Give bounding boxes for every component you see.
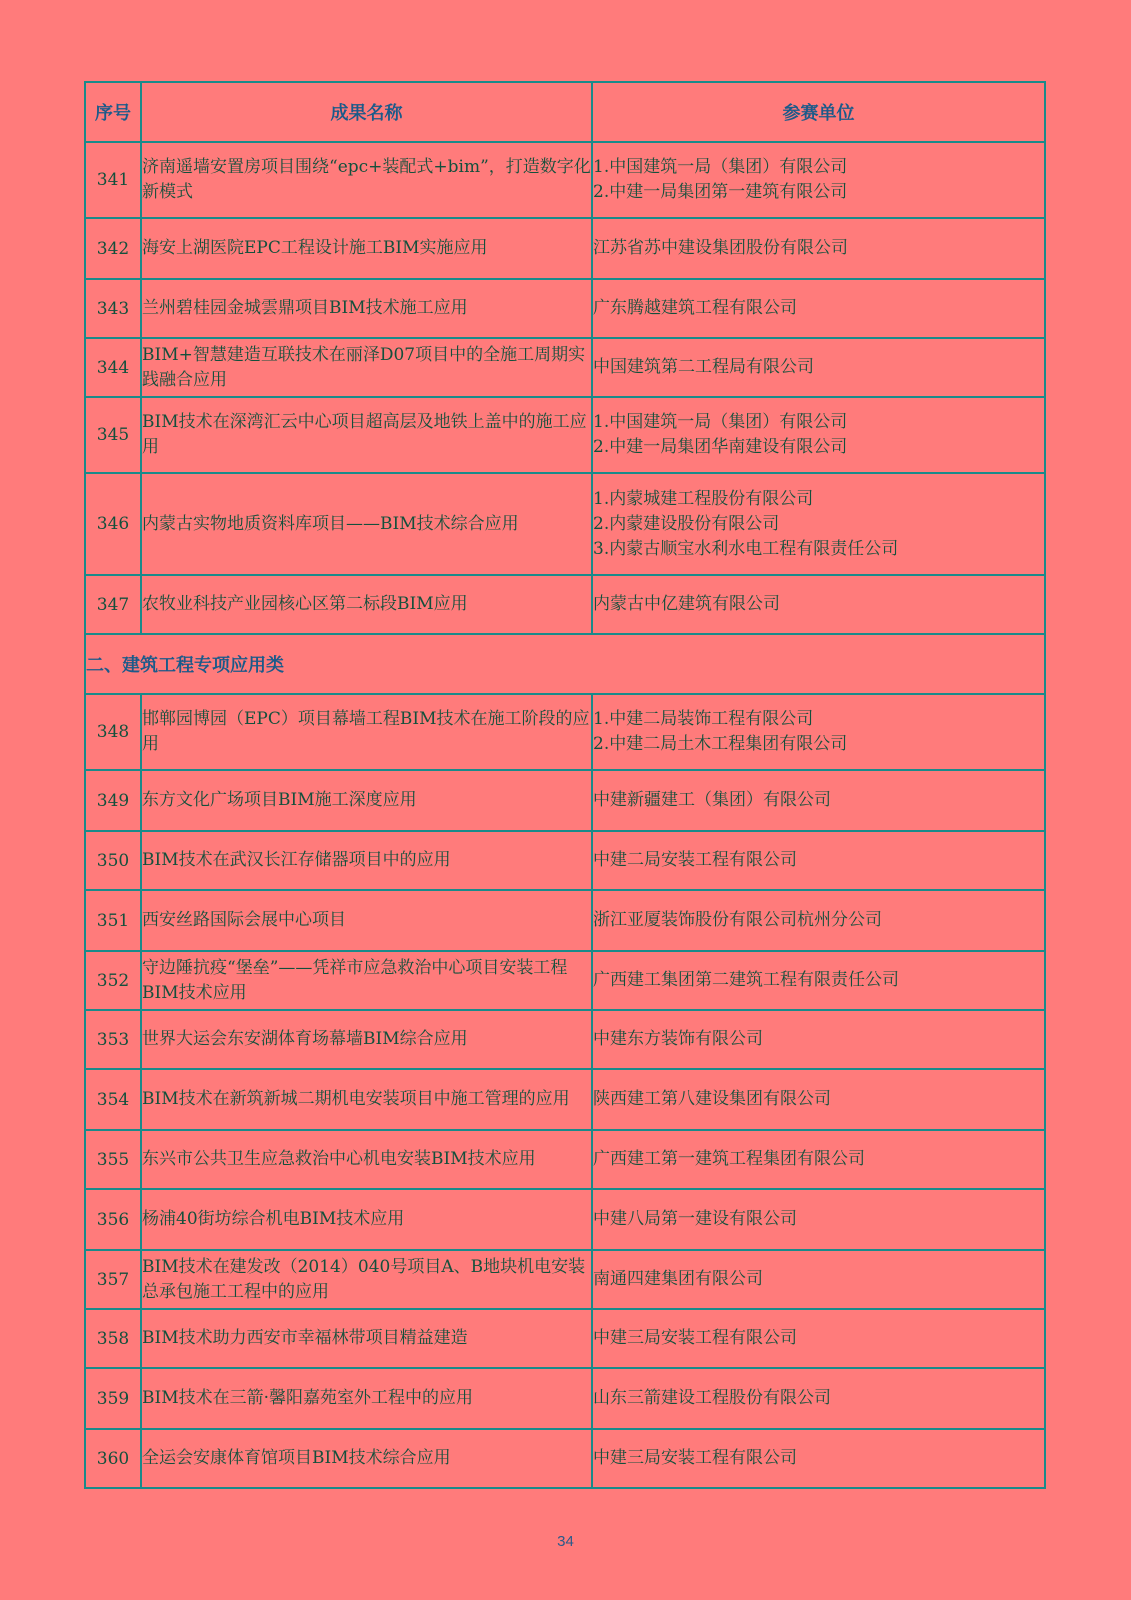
participant-unit: 南通四建集团有限公司 bbox=[593, 1269, 763, 1289]
achievement-name: 世界大运会东安湖体育场幕墙BIM综合应用 bbox=[141, 1010, 592, 1069]
participant-unit: 2.中建二局土木工程集团有限公司 bbox=[593, 734, 848, 754]
participant-units bbox=[592, 575, 1045, 634]
participant-units bbox=[592, 1309, 1045, 1368]
row-number: 352 bbox=[85, 951, 141, 1010]
table-row bbox=[85, 831, 1045, 890]
participant-units bbox=[592, 473, 1045, 575]
table-row bbox=[85, 1429, 1045, 1488]
row-number: 356 bbox=[85, 1189, 141, 1250]
participant-unit: 中建三局安装工程有限公司 bbox=[593, 1448, 797, 1468]
table-header-row bbox=[85, 82, 1045, 142]
achievement-name: 邯郸园博园（EPC）项目幕墙工程BIM技术在施工阶段的应用 bbox=[141, 694, 592, 770]
table-row bbox=[85, 951, 1045, 1010]
achievement-name: 济南遥墙安置房项目围绕“epc+装配式+bim”，打造数字化新模式 bbox=[141, 142, 592, 218]
participant-units bbox=[592, 1368, 1045, 1429]
row-number: 349 bbox=[85, 770, 141, 831]
achievement-name: BIM+智慧建造互联技术在丽泽D07项目中的全施工周期实践融合应用 bbox=[141, 338, 592, 397]
table-row bbox=[85, 1010, 1045, 1069]
participant-unit: 1.中建二局装饰工程有限公司 bbox=[593, 709, 814, 729]
achievement-name: 农牧业科技产业园核心区第二标段BIM应用 bbox=[141, 575, 592, 634]
participant-unit: 中建东方装饰有限公司 bbox=[593, 1029, 763, 1049]
row-number: 346 bbox=[85, 473, 141, 575]
participant-units bbox=[592, 890, 1045, 951]
participant-units bbox=[592, 1189, 1045, 1250]
row-number: 355 bbox=[85, 1130, 141, 1189]
participant-unit: 山东三箭建设工程股份有限公司 bbox=[593, 1388, 831, 1408]
table-row bbox=[85, 1069, 1045, 1130]
section-title: 二、建筑工程专项应用类 bbox=[85, 634, 1045, 694]
participant-unit: 1.中国建筑一局（集团）有限公司 bbox=[593, 157, 848, 177]
participant-unit: 江苏省苏中建设集团股份有限公司 bbox=[593, 238, 848, 258]
row-number: 341 bbox=[85, 142, 141, 218]
page-number: 34 bbox=[557, 1533, 574, 1550]
row-number: 353 bbox=[85, 1010, 141, 1069]
row-number: 358 bbox=[85, 1309, 141, 1368]
table-row bbox=[85, 142, 1045, 218]
table-row bbox=[85, 1130, 1045, 1189]
participant-unit: 3.内蒙古顺宝水利水电工程有限责任公司 bbox=[593, 538, 899, 559]
table-row bbox=[85, 473, 1045, 575]
table-row bbox=[85, 1309, 1045, 1368]
participant-unit: 中建新疆建工（集团）有限公司 bbox=[593, 790, 831, 810]
participant-unit: 2.内蒙建设股份有限公司 bbox=[593, 513, 780, 534]
achievement-name: BIM技术在深湾汇云中心项目超高层及地铁上盖中的施工应用 bbox=[141, 397, 592, 473]
achievement-name: 海安上湖医院EPC工程设计施工BIM实施应用 bbox=[141, 218, 592, 279]
achievement-name: BIM技术在新筑新城二期机电安装项目中施工管理的应用 bbox=[141, 1069, 592, 1130]
table-body-group-1 bbox=[85, 142, 1045, 634]
achievement-name: 内蒙古实物地质资料库项目——BIM技术综合应用 bbox=[141, 473, 592, 575]
row-number: 351 bbox=[85, 890, 141, 951]
participant-unit: 浙江亚厦装饰股份有限公司杭州分公司 bbox=[593, 910, 882, 930]
header-unit: 参赛单位 bbox=[592, 82, 1045, 142]
participant-units bbox=[592, 142, 1045, 218]
header-name: 成果名称 bbox=[141, 82, 592, 142]
table-row bbox=[85, 575, 1045, 634]
row-number: 345 bbox=[85, 397, 141, 473]
row-number: 343 bbox=[85, 279, 141, 338]
participant-unit: 1.中国建筑一局（集团）有限公司 bbox=[593, 412, 848, 432]
participant-unit: 中国建筑第二工程局有限公司 bbox=[593, 357, 814, 377]
participant-units bbox=[592, 1130, 1045, 1189]
table-row bbox=[85, 338, 1045, 397]
table-row bbox=[85, 1189, 1045, 1250]
participant-units bbox=[592, 1069, 1045, 1130]
participant-unit: 中建八局第一建设有限公司 bbox=[593, 1209, 797, 1229]
achievement-name: 兰州碧桂园金城雲鼎项目BIM技术施工应用 bbox=[141, 279, 592, 338]
section-group bbox=[85, 634, 1045, 694]
table-row bbox=[85, 694, 1045, 770]
participant-units bbox=[592, 831, 1045, 890]
row-number: 348 bbox=[85, 694, 141, 770]
participant-unit: 1.内蒙城建工程股份有限公司 bbox=[593, 488, 814, 509]
participant-units bbox=[592, 951, 1045, 1010]
participant-unit: 广西建工集团第二建筑工程有限责任公司 bbox=[593, 970, 899, 990]
participant-units bbox=[592, 397, 1045, 473]
section-row bbox=[85, 634, 1045, 694]
achievement-name: 守边陲抗疫“堡垒”——凭祥市应急救治中心项目安装工程BIM技术应用 bbox=[141, 951, 592, 1010]
table-row bbox=[85, 279, 1045, 338]
row-number: 360 bbox=[85, 1429, 141, 1488]
participant-units bbox=[592, 218, 1045, 279]
row-number: 357 bbox=[85, 1250, 141, 1309]
participant-units bbox=[592, 1250, 1045, 1309]
participant-units bbox=[592, 1010, 1045, 1069]
achievement-name: BIM技术在三箭·馨阳嘉苑室外工程中的应用 bbox=[141, 1368, 592, 1429]
participant-unit: 中建三局安装工程有限公司 bbox=[593, 1328, 797, 1348]
achievement-name: 西安丝路国际会展中心项目 bbox=[141, 890, 592, 951]
participant-unit: 中建二局安装工程有限公司 bbox=[593, 850, 797, 870]
participant-unit: 广西建工第一建筑工程集团有限公司 bbox=[593, 1149, 865, 1169]
row-number: 342 bbox=[85, 218, 141, 279]
participant-units bbox=[592, 279, 1045, 338]
row-number: 344 bbox=[85, 338, 141, 397]
achievement-name: 东兴市公共卫生应急救治中心机电安装BIM技术应用 bbox=[141, 1130, 592, 1189]
participant-units bbox=[592, 1429, 1045, 1488]
participant-unit: 内蒙古中亿建筑有限公司 bbox=[593, 594, 780, 614]
table-row bbox=[85, 397, 1045, 473]
row-number: 347 bbox=[85, 575, 141, 634]
achievement-name: 东方文化广场项目BIM施工深度应用 bbox=[141, 770, 592, 831]
participant-unit: 2.中建一局集团第一建筑有限公司 bbox=[593, 182, 848, 202]
header-no: 序号 bbox=[85, 82, 141, 142]
table-row bbox=[85, 1250, 1045, 1309]
row-number: 350 bbox=[85, 831, 141, 890]
table-row bbox=[85, 1368, 1045, 1429]
row-number: 359 bbox=[85, 1368, 141, 1429]
table-row bbox=[85, 218, 1045, 279]
table-row bbox=[85, 770, 1045, 831]
participant-unit: 2.中建一局集团华南建设有限公司 bbox=[593, 437, 848, 457]
participant-units bbox=[592, 770, 1045, 831]
achievement-name: BIM技术在建发改（2014）040号项目A、B地块机电安装总承包施工工程中的应用 bbox=[141, 1250, 592, 1309]
participant-unit: 陕西建工第八建设集团有限公司 bbox=[593, 1089, 831, 1109]
table-row bbox=[85, 890, 1045, 951]
achievement-name: 全运会安康体育馆项目BIM技术综合应用 bbox=[141, 1429, 592, 1488]
achievement-name: BIM技术在武汉长江存储器项目中的应用 bbox=[141, 831, 592, 890]
achievement-name: BIM技术助力西安市幸福林带项目精益建造 bbox=[141, 1309, 592, 1368]
table-body-group-2 bbox=[85, 694, 1045, 1488]
participant-unit: 广东腾越建筑工程有限公司 bbox=[593, 298, 797, 318]
achievement-name: 杨浦40街坊综合机电BIM技术应用 bbox=[141, 1189, 592, 1250]
awards-table bbox=[84, 81, 1046, 1489]
participant-units bbox=[592, 694, 1045, 770]
row-number: 354 bbox=[85, 1069, 141, 1130]
participant-units bbox=[592, 338, 1045, 397]
